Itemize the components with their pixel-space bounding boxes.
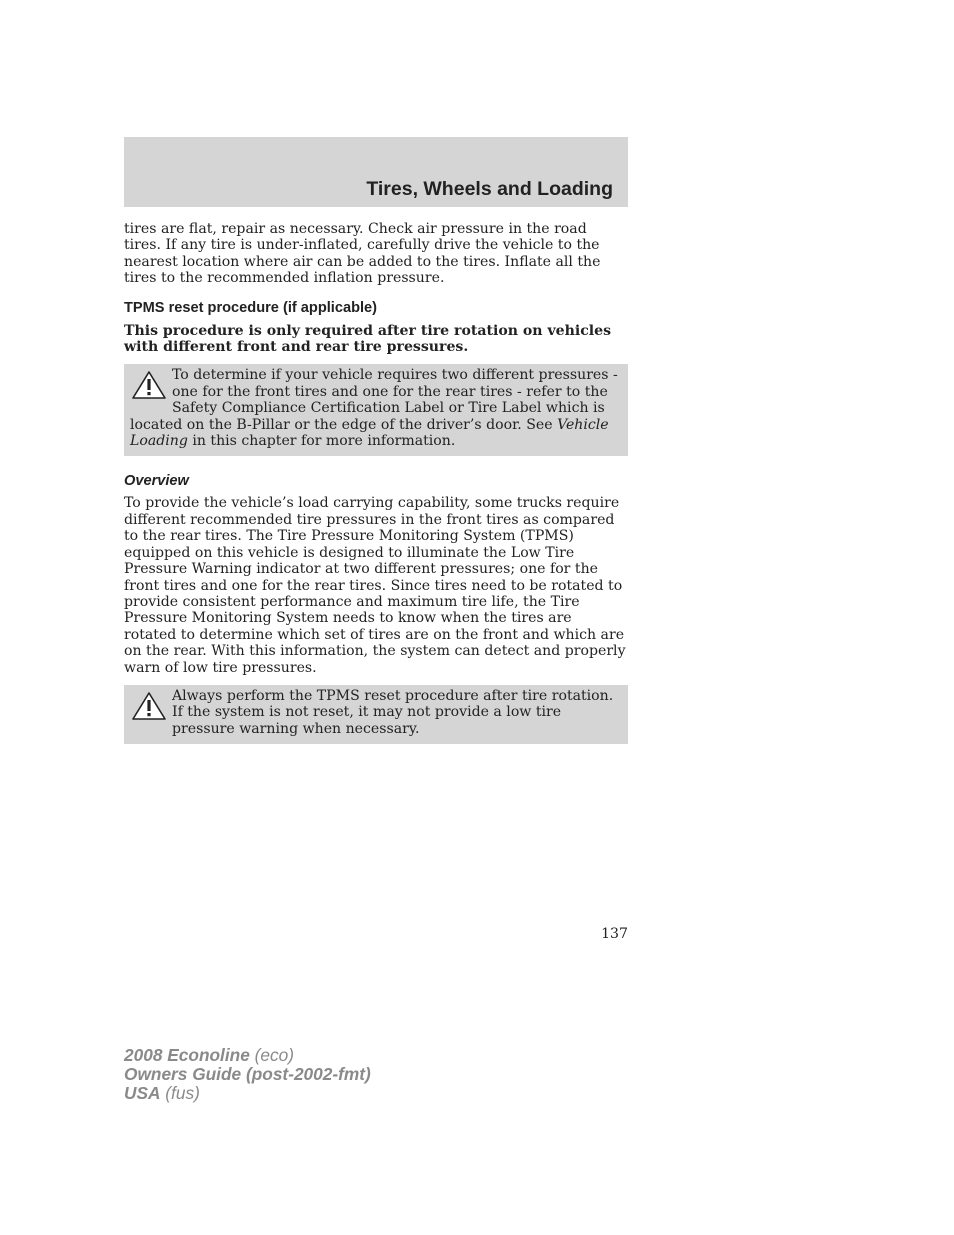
procedure-note: This procedure is only required after tire rotation on vehicles with different front and rear tire pressures. <box>124 322 612 356</box>
overview-heading: Overview <box>124 473 189 490</box>
vehicle-loading-reference: Vehicle Loading <box>130 416 609 450</box>
warning-triangle-icon <box>130 370 168 400</box>
page-content <box>124 221 628 744</box>
section-header-band <box>124 137 628 207</box>
warning-text-pressures <box>130 367 620 449</box>
footer-line-guide: Owners Guide (post-2002-fmt) <box>124 1064 371 1084</box>
warning-text-reset: Always perform the TPMS reset procedure after tire rotation. If the system is not reset, it may not provide a low tire pressure warning when necessary. <box>172 687 614 737</box>
section-title: Tires, Wheels and Loading <box>366 178 613 200</box>
footer-line-model: 2008 Econoline (eco) <box>124 1045 295 1065</box>
document-footer <box>124 1046 371 1103</box>
warning-box-reset <box>124 685 628 744</box>
warning-box-pressures <box>124 364 628 456</box>
overview-paragraph: To provide the vehicle’s load carrying capability, some trucks require different recommended tire pressures in the front tires as compared to the rear tires. The Tire Pressure Monitoring System (TPMS) equipped on this vehicle is designed to illuminate the Low Tire Pressure Warning indicator at two different pressures; one for the front tires and one for the rear tires. Since tires need to be rotated to provide consistent performance and maximum tire life, the Tire Pressure Monitoring System needs to know when the tires are rotated to determine which set of tires are on the front and which are on the rear. With this information, the system can detect and properly warn of low tire pressures. <box>124 495 626 676</box>
intro-paragraph: tires are flat, repair as necessary. Check air pressure in the road tires. If any tire is under-inflated, carefully drive the vehicle to the nearest location where air can be added to the tires. Inflate all the tires to the recommended inflation pressure. <box>124 221 601 287</box>
tpms-reset-heading: TPMS reset procedure (if applicable) <box>124 299 378 316</box>
warning-triangle-icon <box>130 691 168 721</box>
page-number: 137 <box>601 926 628 942</box>
warning1-text-before: To determine if your vehicle requires two different pressures - one for the front tires and one for the rear tires - refer to the Safety Compliance Certification Label or Tire Label which is located on the B-Pillar or the edge of the driver’s door. See <box>130 367 618 433</box>
footer-line-region: USA (fus) <box>124 1083 200 1103</box>
warning1-text-after: in this chapter for more information. <box>187 433 456 450</box>
